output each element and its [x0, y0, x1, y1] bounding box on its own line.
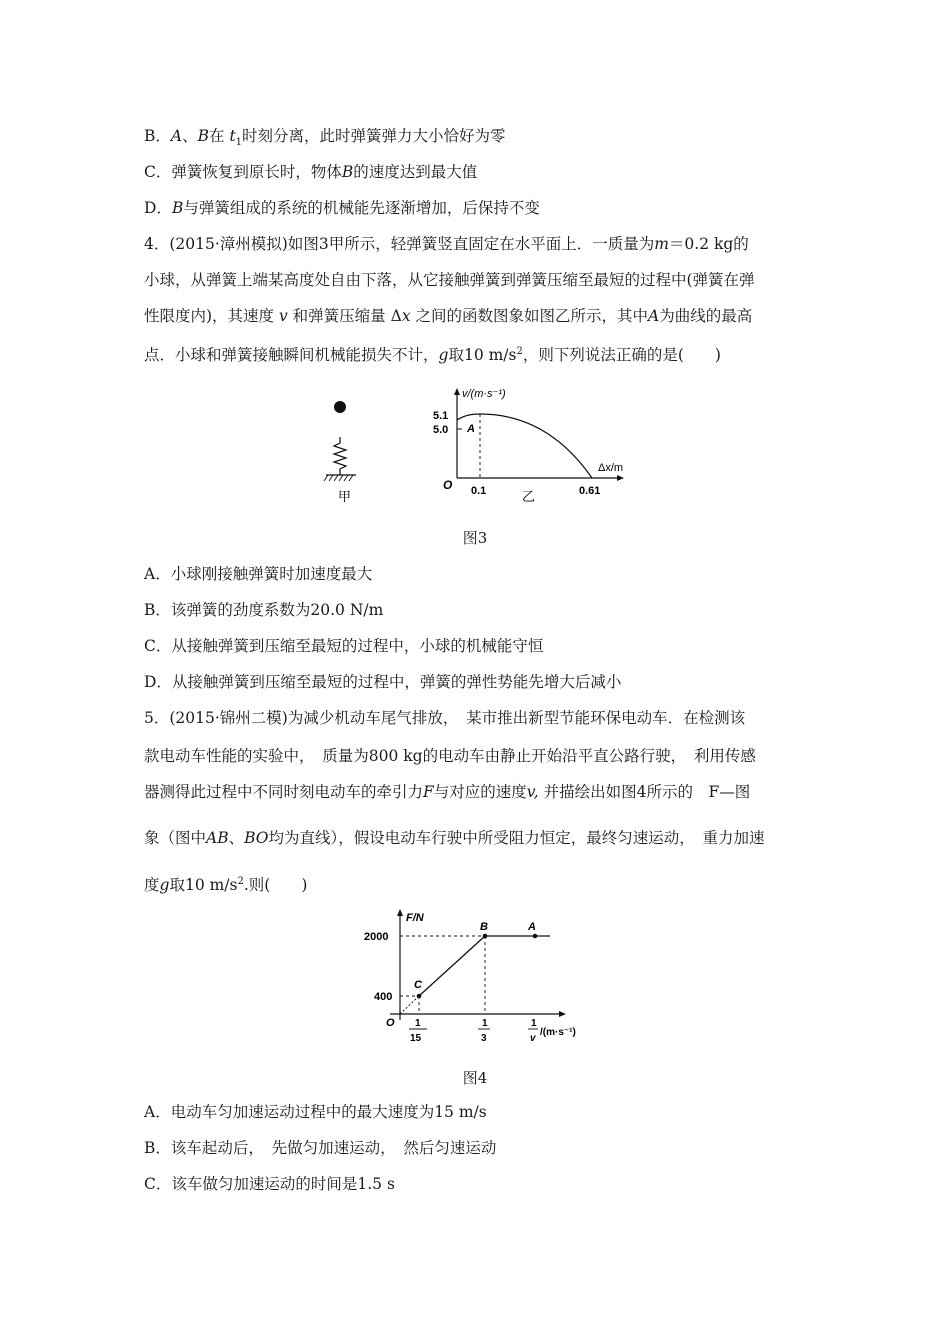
ground-hatch	[324, 475, 353, 481]
v-curve	[457, 414, 592, 478]
point-b	[483, 934, 488, 939]
q4-stem-line1: 4．(2015·漳州模拟)如图3甲所示，轻弹簧竖直固定在水平面上．一质量为m＝0.2 kg的	[144, 235, 749, 253]
point-c-label: C	[414, 979, 422, 991]
q5-stem-line5: 度g取10 $m/s^2$.则( )	[144, 876, 308, 895]
q4-option-a: A．小球刚接触弹簧时加速度最大	[144, 565, 373, 583]
label-jia: 甲	[338, 489, 352, 504]
q4-stem-line3: 性限度内)，其速度 v 和弹簧压缩量 Δx 之间的函数图象如图乙所示，其中A为曲线的最高	[144, 307, 753, 325]
y-tick-5-1: 5.1	[433, 410, 449, 422]
q3-option-c: C．弹簧恢复到原长时，物体B的速度达到最大值	[144, 163, 478, 181]
q5-stem-line4: 象（图中AB、BO均为直线），假设电动车行驶中所受阻力恒定，最终匀速运动， 重力加速	[144, 829, 765, 847]
y-tick-400: 400	[374, 991, 393, 1003]
y-axis-label: F/N	[406, 912, 424, 924]
q4-stem-line2: 小球，从弹簧上端某高度处自由下落，从它接触弹簧到弹簧压缩至最短的过程中(弹簧在弹	[144, 271, 755, 289]
figure-3	[300, 385, 650, 510]
spring-icon	[334, 437, 346, 475]
y-tick-2000: 2000	[364, 931, 389, 943]
q5-option-b: B．该车起动后， 先做匀加速运动， 然后匀速运动	[144, 1139, 497, 1157]
extension-to-origin	[400, 996, 419, 1014]
point-a-label: A	[528, 921, 536, 933]
x-axis-arrow	[617, 475, 624, 481]
segment-cb	[419, 936, 485, 996]
x-tick-1-3-num: 1	[482, 1018, 488, 1029]
q5-option-c: C．该车做匀加速运动的时间是1.5 s	[144, 1175, 395, 1193]
y-axis-label: v/(m·s⁻¹)	[462, 388, 506, 400]
figure-4-caption: 图4	[462, 1069, 488, 1087]
q4-stem-line4: 点．小球和弹簧接触瞬间机械能损失不计，g取10 $m/s^2$，则下列说法正确的是( )	[144, 346, 721, 365]
x-axis-arrow	[559, 1011, 566, 1017]
figure-3-caption: 图3	[462, 529, 488, 547]
point-a-label: A	[467, 423, 475, 435]
origin-label: O	[386, 1017, 395, 1029]
point-b-label: B	[480, 921, 488, 933]
x-tick-0-61: 0.61	[579, 485, 601, 497]
figure-4	[360, 905, 600, 1050]
q5-option-a: A．电动车匀加速运动过程中的最大速度为15 m/s	[144, 1103, 487, 1121]
q5-stem-line2: 款电动车性能的实验中， 质量为800 kg的电动车由静止开始沿平直公路行驶， 利用传感	[144, 747, 756, 765]
x-tick-1-15-num: 1	[415, 1018, 421, 1029]
y-tick-5-0: 5.0	[433, 424, 449, 436]
q3-option-b: B．A、B在 $t_1$时刻分离，此时弹簧弹力大小恰好为零	[144, 127, 506, 149]
y-axis-arrow	[397, 909, 403, 916]
ball-icon	[334, 401, 346, 413]
x-tick-0-1: 0.1	[471, 485, 487, 497]
label-yi: 乙	[522, 489, 536, 504]
q4-option-b: B．该弹簧的劲度系数为20.0 N/m	[144, 601, 384, 619]
x-axis-label: Δx/m	[598, 462, 624, 474]
x-tick-1-3-den: 3	[481, 1033, 487, 1044]
x-tick-1-15-den: 15	[410, 1033, 422, 1044]
x-axis-den: v	[530, 1033, 536, 1044]
point-a	[533, 934, 538, 939]
q4-option-c: C．从接触弹簧到压缩至最短的过程中，小球的机械能守恒	[144, 637, 544, 655]
x-axis-num: 1	[531, 1018, 537, 1029]
origin-label: O	[443, 478, 453, 492]
point-c	[417, 994, 422, 999]
q5-stem-line3: 器测得此过程中不同时刻电动车的牵引力F与对应的速度v, 并描绘出如图4所示的 F—图	[144, 783, 751, 801]
y-axis-arrow	[454, 388, 460, 395]
q3-option-d: D．B与弹簧组成的系统的机械能先逐渐增加，后保持不变	[144, 199, 540, 217]
q5-stem-line1: 5．(2015·锦州二模)为减少机动车尾气排放， 某市推出新型节能环保电动车．在检测该	[144, 709, 746, 727]
x-axis-unit: /(m·s⁻¹)	[540, 1027, 576, 1038]
q4-option-d: D．从接触弹簧到压缩至最短的过程中，弹簧的弹性势能先增大后减小	[144, 673, 622, 691]
